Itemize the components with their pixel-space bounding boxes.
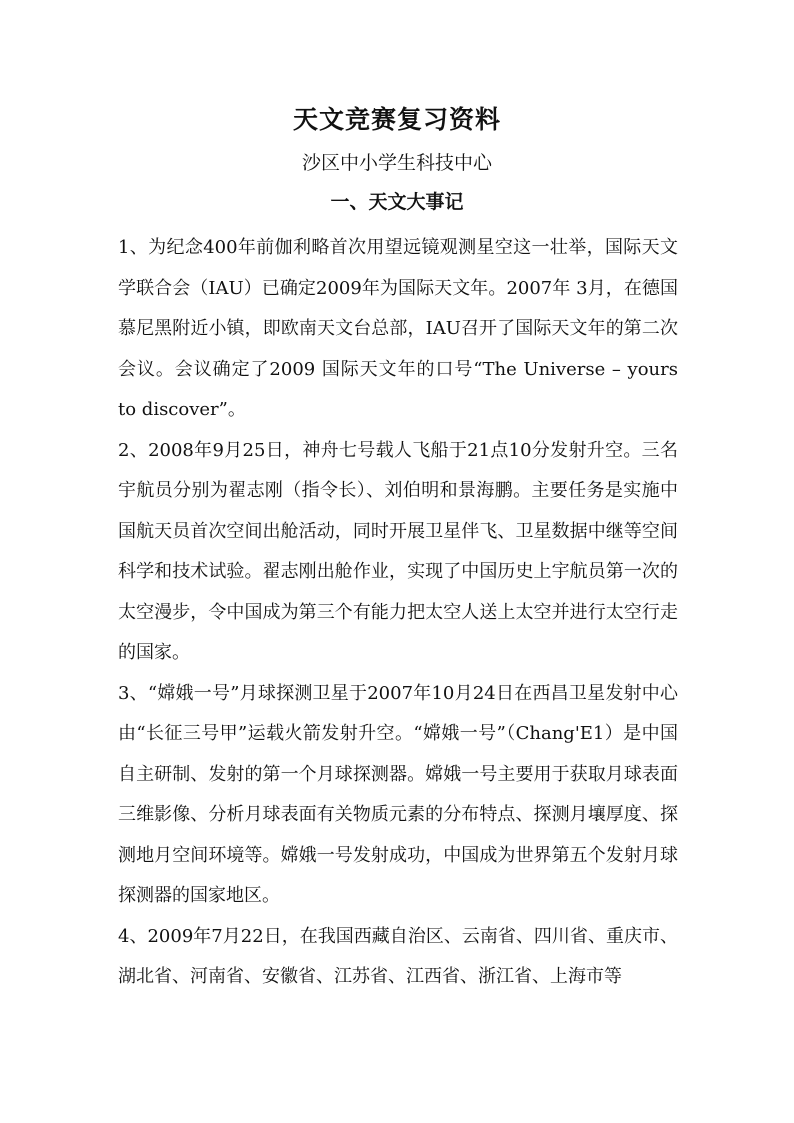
paragraph-3: 3、“嫦娥一号”月球探测卫星于2007年10月24日在西昌卫星发射中心由“长征三号甲”运载火箭发射升空。“嫦娥一号”（Chang'E1）是中国自主研制、发射的第一个月球探测器。嫦娥一号主要用于获取月球表面三维影像、分析月球表面有关物质元素的分布特点、探测月壤厚度、探测地月空间环境等。嫦娥一号发射成功，中国成为世界第五个发射月球探测器的国家地区。 <box>118 682 678 906</box>
document-subtitle: 沙区中小学生科技中心 <box>301 152 492 174</box>
paragraph-1: 1、为纪念400年前伽利略首次用望远镜观测星空这一壮举，国际天文学联合会（IAU）已确定2009年为国际天文年。2007年 3月，在德国慕尼黑附近小镇，即欧南天文台总部，IAU召开了国际天文年的第二次会议。会议确定了2009 国际天文年的口号“The Universe – yours to discover”。 <box>118 237 678 420</box>
paragraph-2: 2、2008年9月25日，神舟七号载人飞船于21点10分发射升空。三名宇航员分别为翟志刚（指令长）、刘伯明和景海鹏。主要任务是实施中国航天员首次空间出舱活动，同时开展卫星伴飞、卫星数据中继等空间科学和技术试验。翟志刚出舱作业，实现了中国历史上宇航员第一次的太空漫步，令中国成为第三个有能力把太空人送上太空并进行太空行走的国家。 <box>118 439 678 663</box>
document-title: 天文竞赛复习资料 <box>292 105 501 134</box>
section-heading: 一、天文大事记 <box>330 191 464 213</box>
document-body <box>118 228 678 998</box>
paragraph-4: 4、2009年7月22日，在我国西藏自治区、云南省、四川省、重庆市、湖北省、河南省、安徽省、江苏省、江西省、浙江省、上海市等 <box>118 925 678 987</box>
